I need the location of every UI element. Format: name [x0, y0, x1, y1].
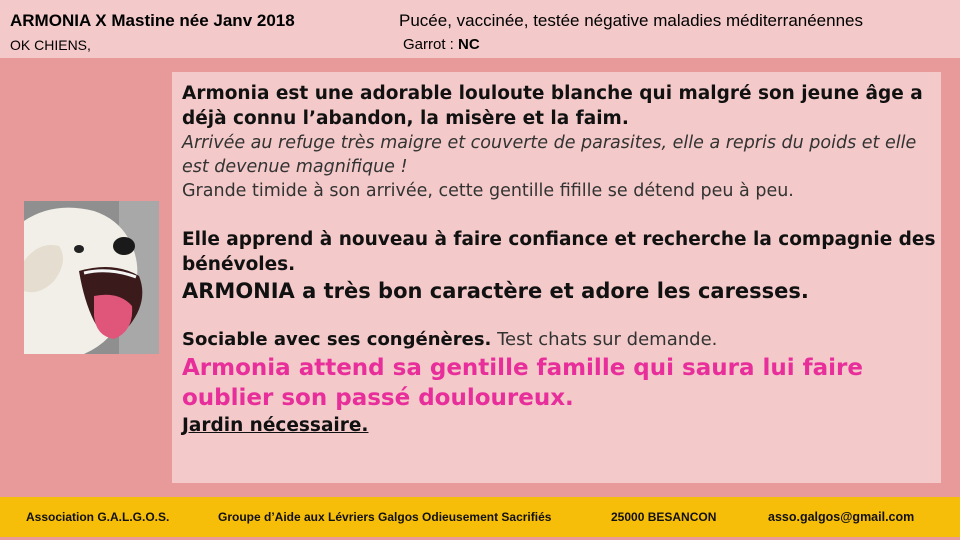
health-status: Pucée, vaccinée, testée négative maladies méditerranéennes [399, 11, 864, 30]
dog-photo-illustration [24, 201, 159, 354]
garrot-label: Garrot : [403, 36, 459, 53]
header-bar [0, 0, 960, 58]
footer-bar [0, 497, 960, 537]
intro-italic: Arrivée au refuge très maigre et couverte de parasites, elle a repris du poids et elle est devenue magnifique ! [182, 133, 917, 177]
sociable-bold: Sociable avec ses congénères. [182, 329, 492, 350]
famille-text: Armonia attend sa gentille famille qui saura lui faire oublier son passé douloureux. [182, 355, 863, 411]
caractere-text: ARMONIA a très bon caractère et adore les caresses. [182, 279, 809, 303]
sociable-rest: Test chats sur demande. [491, 329, 718, 350]
dog-photo [24, 201, 159, 354]
confiance-text: Elle apprend à nouveau à faire confiance et recherche la compagnie des bénévoles. [182, 229, 936, 275]
association-full-name: Groupe d’Aide aux Lévriers Galgos Odieusement Sacrifiés [218, 510, 552, 524]
garrot-value: NC [458, 36, 480, 53]
association-email[interactable]: asso.galgos@gmail.com [768, 510, 915, 524]
intro-bold: Armonia est une adorable louloute blanche qui malgré son jeune âge a déjà connu l’abandon, la misère et la faim. [182, 83, 923, 129]
garrot-info [403, 36, 480, 53]
description-panel [172, 72, 941, 483]
sociable-line [182, 327, 941, 353]
timide-text: Grande timide à son arrivée, cette gentille fifille se détend peu à peu. [182, 181, 794, 201]
jardin-text: Jardin nécessaire. [182, 415, 369, 436]
association-name: Association G.A.L.G.O.S. [26, 510, 170, 524]
association-city: 25000 BESANCON [611, 510, 717, 524]
ok-chiens-text: OK CHIENS, [10, 37, 91, 53]
dog-title: ARMONIA X Mastine née Janv 2018 [10, 11, 295, 30]
